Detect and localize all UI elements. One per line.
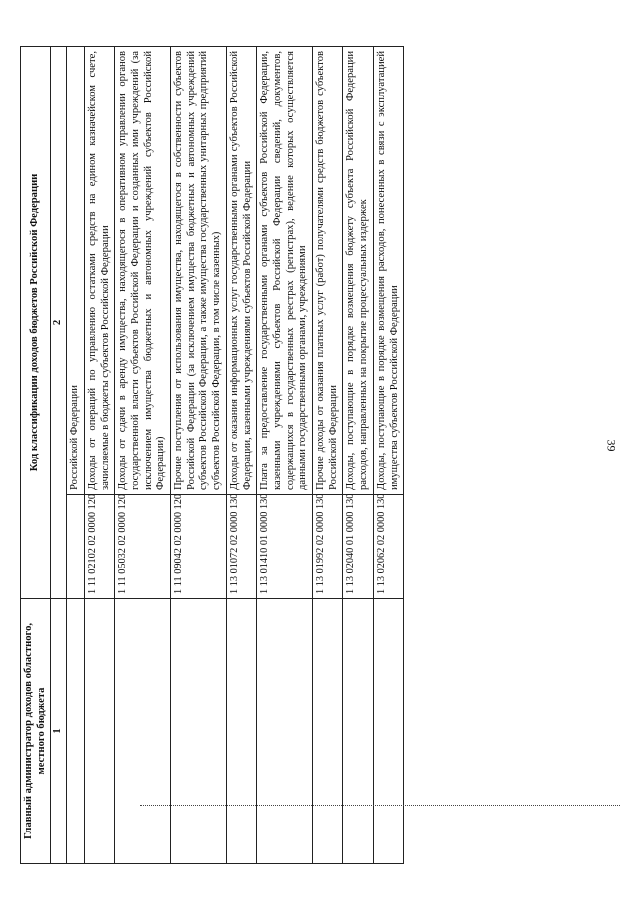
rotated-page — [20, 34, 590, 864]
table-row — [84, 47, 114, 864]
revenue-code: 1 11 02102 02 0000 120 — [84, 495, 114, 599]
revenue-name: Доходы, поступающие в порядке возмещения расходов, понесенных в связи с эксплуатацией имущества субъектов Российской Федерации — [373, 47, 403, 495]
table-row — [257, 47, 313, 864]
revenue-name: Плата за предоставление государственными органами субъектов Российской Федерации, казенными учреждениями субъектов Российской Федерации сведений, документов, содержащихся в государственных реестрах (регистрах), ведение которых осуществляется данными государственными органами, учреждениями — [257, 47, 313, 495]
revenue-name: Прочие доходы от оказания платных услуг (работ) получателями средств бюджетов субъектов Российской Федерации — [313, 47, 343, 495]
column-number-row — [51, 47, 67, 864]
revenue-name: Доходы, поступающие в порядке возмещения бюджету субъекта Российской Федерации расходов, направленных на покрытие процессуальных издержек — [343, 47, 373, 495]
table-row — [226, 47, 256, 864]
admin-cell — [115, 599, 171, 864]
header-classification-code: Код классификации доходов бюджетов Российской Федерации — [21, 47, 51, 599]
admin-cell — [373, 599, 403, 864]
section-title: Российской Федерации — [67, 47, 85, 495]
column-number-2: 2 — [51, 47, 67, 599]
admin-cell — [67, 599, 85, 864]
revenue-code: 1 13 01992 02 0000 130 — [313, 495, 343, 599]
revenue-name: Доходы от операций по управлению остатками средств на едином казначейском счете, зачисляемые в бюджеты субъектов Российской Федерации — [84, 47, 114, 495]
revenue-code: 1 11 05032 02 0000 120 — [115, 495, 171, 599]
revenue-code: 1 13 01072 02 0000 130 — [226, 495, 256, 599]
revenue-code: 1 13 01410 01 0000 130 — [257, 495, 313, 599]
section-code-cell — [67, 495, 85, 599]
table-row — [115, 47, 171, 864]
revenue-name: Прочие поступления от использования имущества, находящегося в собственности субъектов Российской Федерации (за исключением имущества бюджетных и автономных учреждений субъектов Российской Федерации, а также имущества государственных унитарных предприятий субъектов Российской Федерации, в том числе казенных) — [171, 47, 227, 495]
table-row — [343, 47, 373, 864]
page-edge-line — [140, 805, 620, 806]
section-row — [67, 47, 85, 864]
revenue-code: 1 11 09042 02 0000 120 — [171, 495, 227, 599]
page-number: 39 — [604, 439, 619, 452]
admin-cell — [313, 599, 343, 864]
header-admin: Главный администратор доходов областного, местного бюджета — [21, 599, 51, 864]
revenue-code: 1 13 02062 02 0000 130 — [373, 495, 403, 599]
table-row — [171, 47, 227, 864]
admin-cell — [171, 599, 227, 864]
column-number-1: 1 — [51, 599, 67, 864]
admin-cell — [226, 599, 256, 864]
revenue-code: 1 13 02040 01 0000 130 — [343, 495, 373, 599]
revenue-name: Доходы от сдачи в аренду имущества, находящегося в оперативном управлении органов государственной власти субъектов Российской Федерации и созданных ими учреждений (за исключением имущества бюджетных и автономных учреждений субъектов Российской Федерации) — [115, 47, 171, 495]
table-row — [373, 47, 403, 864]
admin-cell — [84, 599, 114, 864]
revenue-name: Доходы от оказания информационных услуг государственными органами субъектов Российской Федерации, казенными учреждениями субъектов Российской Федерации — [226, 47, 256, 495]
admin-cell — [343, 599, 373, 864]
table-row — [313, 47, 343, 864]
table-header-row — [21, 47, 51, 864]
admin-cell — [257, 599, 313, 864]
revenue-classification-table — [20, 46, 404, 864]
